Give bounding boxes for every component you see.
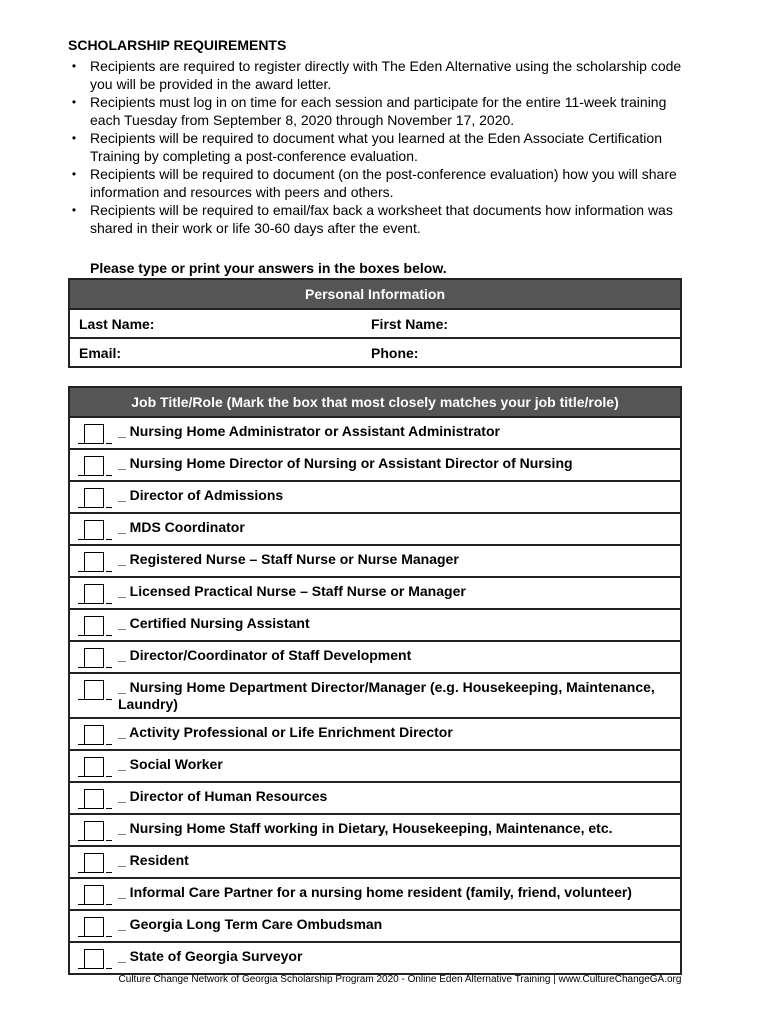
role-label: _ Registered Nurse – Staff Nurse or Nurse Manager [118,551,459,567]
role-label: _ Director of Admissions [118,487,284,503]
requirements-list [68,57,698,237]
last-name-field[interactable] [69,309,371,338]
table-row [69,814,681,846]
list-item-text: Recipients will be required to document (on the post-conference evaluation) how you will share information and resources with peers and others. [90,166,677,200]
role-label: _ Director/Coordinator of Staff Development [118,647,412,663]
role-checkbox[interactable] [78,915,118,937]
bullet-icon: • [71,59,77,73]
role-label: _ Social Worker [118,756,223,772]
job-role-header: Job Title/Role (Mark the box that most closely matches your job title/role) [69,387,681,417]
role-label: _ Resident [118,852,189,868]
table-row [69,750,681,782]
role-checkbox[interactable] [78,582,118,604]
table-row [69,846,681,878]
list-item [68,93,698,129]
bullet-icon: • [71,167,77,181]
role-checkbox[interactable] [78,851,118,873]
list-item-text: Recipients will be required to email/fax back a worksheet that documents how information was shared in their work or life 30-60 days after the event. [90,202,673,236]
list-item [68,57,698,93]
table-row [69,481,681,513]
table-row [69,545,681,577]
personal-information-header: Personal Information [69,279,681,309]
email-field[interactable] [69,338,371,367]
table-row [69,577,681,609]
role-option[interactable] [69,878,681,910]
role-checkbox[interactable] [78,614,118,636]
role-label: _ Certified Nursing Assistant [118,615,310,631]
table-row [69,718,681,750]
first-name-label: First Name: [371,315,449,332]
role-checkbox[interactable] [78,755,118,777]
page-footer: Culture Change Network of Georgia Scholarship Program 2020 - Online Eden Alternative Training | www.CultureChangeGA.org [118,974,682,985]
role-option[interactable] [69,718,681,750]
role-option[interactable] [69,417,681,449]
role-label: _ Informal Care Partner for a nursing home resident (family, friend, volunteer) [118,884,632,900]
table-row [69,942,681,974]
role-option[interactable] [69,545,681,577]
role-checkbox[interactable] [78,947,118,969]
role-checkbox[interactable] [78,518,118,540]
role-checkbox[interactable] [78,787,118,809]
bullet-icon: • [71,95,77,109]
table-row [69,673,681,718]
role-label: _ Director of Human Resources [118,788,328,804]
role-label: _ State of Georgia Surveyor [118,948,303,964]
role-checkbox[interactable] [78,422,118,444]
role-checkbox[interactable] [78,550,118,572]
list-item-text: Recipients must log in on time for each session and participate for the entire 11-week training each Tuesday from September 8, 2020 through November 17, 2020. [90,94,667,128]
table-row [69,878,681,910]
list-item [68,201,698,237]
table-row [69,513,681,545]
role-label: _ Nursing Home Administrator or Assistant Administrator [118,423,500,439]
role-option[interactable] [69,782,681,814]
role-option[interactable] [69,846,681,878]
role-checkbox[interactable] [78,883,118,905]
first-name-field[interactable] [371,309,681,338]
table-row [69,449,681,481]
section-heading: SCHOLARSHIP REQUIREMENTS [68,37,287,53]
role-option[interactable] [69,449,681,481]
role-option[interactable] [69,942,681,974]
list-item [68,165,698,201]
role-checkbox[interactable] [78,454,118,476]
role-checkbox[interactable] [78,723,118,745]
role-label: _ Nursing Home Staff working in Dietary, Housekeeping, Maintenance, etc. [118,820,613,836]
role-option[interactable] [69,814,681,846]
last-name-label: Last Name: [79,315,155,332]
table-row [69,609,681,641]
table-row [69,641,681,673]
role-option[interactable] [69,673,681,718]
table-row [69,910,681,942]
role-option[interactable] [69,641,681,673]
email-label: Email: [79,344,122,361]
bullet-icon: • [71,203,77,217]
role-option[interactable] [69,577,681,609]
role-checkbox[interactable] [78,486,118,508]
role-label: _ Nursing Home Director of Nursing or Assistant Director of Nursing [118,455,573,471]
role-option[interactable] [69,750,681,782]
role-checkbox[interactable] [78,678,118,700]
role-option[interactable] [69,609,681,641]
role-checkbox[interactable] [78,819,118,841]
personal-information-table [68,278,682,368]
table-row [69,782,681,814]
list-item-text: Recipients will be required to document what you learned at the Eden Associate Certification Training by completing a post-conference evaluation. [90,130,662,164]
role-label: _ MDS Coordinator [118,519,245,535]
phone-field[interactable] [371,338,681,367]
role-label: _ Georgia Long Term Care Ombudsman [118,916,383,932]
list-item [68,129,698,165]
table-row [69,417,681,449]
role-label: _ Activity Professional or Life Enrichment Director [118,724,453,740]
job-role-table [68,386,682,975]
list-item-text: Recipients are required to register directly with The Eden Alternative using the scholarship code you will be provided in the award letter. [90,58,682,92]
role-option[interactable] [69,910,681,942]
role-checkbox[interactable] [78,646,118,668]
role-label: _ Nursing Home Department Director/Manager (e.g. Housekeeping, Maintenance, Laundry) [118,679,655,712]
form-instruction: Please type or print your answers in the boxes below. [90,260,447,276]
role-option[interactable] [69,513,681,545]
role-label: _ Licensed Practical Nurse – Staff Nurse or Manager [118,583,466,599]
bullet-icon: • [71,131,77,145]
phone-label: Phone: [371,344,419,361]
role-option[interactable] [69,481,681,513]
